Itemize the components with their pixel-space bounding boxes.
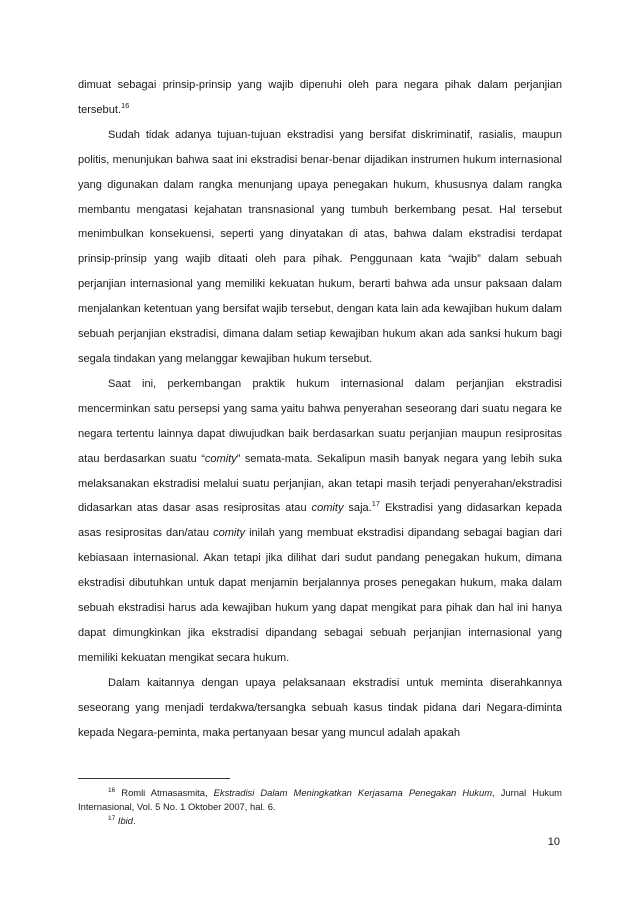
footnote-ref: 17 <box>371 499 381 509</box>
italic-text: comity <box>213 527 245 540</box>
text-run: dimuat sebagai prinsip-prinsip yang wajib dipenuhi oleh para negara pihak dalam perjanjian tersebut. <box>78 79 562 116</box>
paragraph-p1 <box>78 73 562 123</box>
text-run: Saat ini, perkembangan praktik hukum internasional dalam perjanjian ekstradisi mencerminkan satu persepsi yang sama yaitu bahwa penyerahan seseorang dari suatu negara ke negara tertentu lainnya dapat diwujudkan baik berdasarkan suatu perjanjian maupun resiprositas atau berdasarkan suatu “ <box>78 377 562 465</box>
footnote-fn17 <box>78 814 562 828</box>
footnote-ref: 17 <box>108 815 116 823</box>
footnote-fn16 <box>78 786 562 814</box>
text-run: . <box>132 815 136 827</box>
text-run: inilah yang membuat ekstradisi dipandang sebagai bagian dari kebiasaan internasional. Akan tetapi jika dilihat dari sudut pandang penegakan hukum, dimana ekstradisi dibutuhkan untuk dapat menjamin berjalannya proses penegakan hukum, maka dalam sebuah ekstradisi harus ada kewajiban hukum yang dapat mengikat para pihak dan hal ini hanya dapat dimungkinkan jika ekstradisi dipandang sebagai sebuah perjanjian internasional yang memiliki kekuatan mengikat secara hukum. <box>78 527 562 664</box>
footnote-separator <box>78 778 230 779</box>
italic-text: comity <box>311 502 344 515</box>
text-run: Ekstradisi yang didasarkan kepada asas resiprositas dan/atau <box>78 502 562 540</box>
text-run: Dalam kaitannya dengan upaya pelaksanaan ekstradisi untuk meminta diserahkannya seseorang yang menjadi terdakwa/tersangka sebuah kasus tindak pidana dari Negara-diminta kepada Negara-peminta, maka pertanyaan besar yang muncul adalah apakah <box>78 676 562 739</box>
footnote-ref: 16 <box>121 100 130 110</box>
paragraph-p2 <box>78 123 562 372</box>
paragraph-p4 <box>78 671 562 746</box>
italic-text: Ibid <box>117 815 133 827</box>
paragraph-p3 <box>78 372 562 671</box>
italic-text: comity <box>204 452 237 465</box>
text-run: Sudah tidak adanya tujuan-tujuan ekstradisi yang bersifat diskriminatif, rasialis, maupun politis, menunjukan bahwa saat ini ekstradisi benar-benar dijadikan instrumen hukum internasional yang digunakan dalam rangka menunjang upaya penegakan hukum, khususnya dalam rangka membantu mengatasi kejahatan transnasional yang tumbuh berkembang pesat. Hal tersebut menimbulkan konsekuensi, seperti yang dinyatakan di atas, bahwa dalam ekstradisi terdapat prinsip-prinsip yang wajib ditaati oleh para pihak. Penggunaan kata “wajib” dalam sebuah perjanjian internasional yang memiliki kekuatan hukum, berarti bahwa ada unsur paksaan dalam menjalankan ketentuan yang bersifat wajib tersebut, dengan kata lain ada kewajiban hukum dalam sebuah perjanjian ekstradisi, dimana dalam setiap kewajiban hukum akan ada sanksi hukum bagi segala tindakan yang melanggar kewajiban hukum tersebut. <box>78 128 562 365</box>
footnote-ref: 16 <box>108 787 116 794</box>
page-number: 10 <box>547 836 560 848</box>
text-run: saja. <box>343 502 372 515</box>
text-run: Romli Atmasasmita, <box>115 787 214 798</box>
text-run: ” semata-mata. Sekalipun masih banyak negara yang lebih suka melaksanakan ekstradisi melalui suatu perjanjian, akan tetapi masih terjadi penyerahan/ekstradisi didasarkan atas dasar asas resiprositas atau <box>78 452 562 515</box>
italic-text: Ekstradisi Dalam Meningkatkan Kerjasama Penegakan Hukum <box>213 787 493 798</box>
body-text <box>78 73 562 745</box>
text-run: , Jurnal Hukum Internasional, Vol. 5 No. 1 Oktober 2007, hal. 6. <box>78 787 562 813</box>
footnotes <box>78 786 562 829</box>
